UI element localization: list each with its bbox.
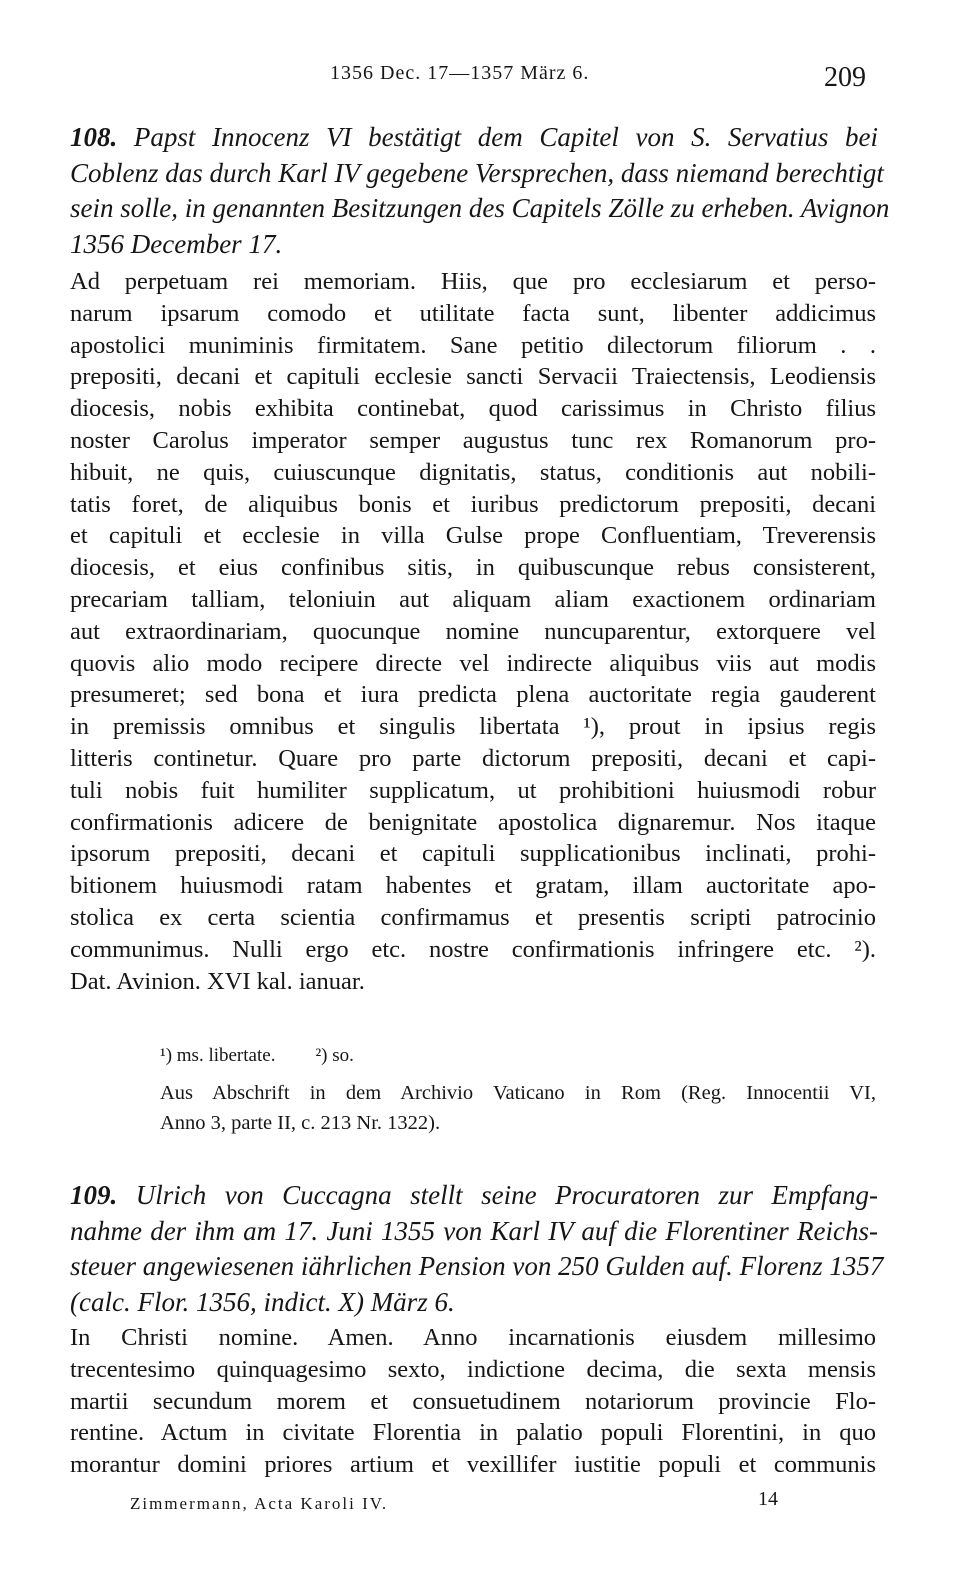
doc108-heading-line: sein solle, in genannten Besitzungen des Capitels Zölle zu erheben. Avignon bbox=[70, 193, 890, 223]
doc109-number: 109. bbox=[70, 1180, 118, 1210]
doc108-apparatus bbox=[160, 1042, 876, 1138]
body-line: bitionem huiusmodi ratam habentes et gratam, illam auctoritate apo- bbox=[70, 872, 876, 900]
body-line: presumeret; sed bona et iura predicta plena auctoritate regia gauderent bbox=[70, 681, 876, 709]
signature-mark: Zimmermann, Acta Karoli IV. bbox=[130, 1494, 389, 1513]
doc108-heading-text: Papst Innocenz VI bestätigt dem Capitel von S. Servatius bei bbox=[133, 122, 879, 152]
footnote: ¹) ms. libertate. bbox=[160, 1045, 276, 1066]
doc109-heading-line: nahme der ihm am 17. Juni 1355 von Karl IV auf die Florentiner Reichs- bbox=[70, 1215, 878, 1246]
body-line: martii secundum morem et consuetudinem notariorum provincie Flo- bbox=[70, 1387, 876, 1415]
doc109-heading-line: steuer angewiesenen iährlichen Pension von 250 Gulden auf. Florenz 1357 bbox=[70, 1251, 884, 1281]
body-line: ipsorum prepositi, decani et capituli supplicationibus inclinati, prohi- bbox=[70, 840, 876, 868]
doc108-heading-line: 1356 December 17. bbox=[70, 228, 283, 259]
body-line: diocesis, et eius confinibus sitis, in quibuscunque rebus consisterent, bbox=[70, 554, 876, 582]
body-line: rentine. Actum in civitate Florentia in palatio populi Florentini, in quo bbox=[70, 1419, 876, 1447]
body-line: litteris continetur. Quare pro parte dictorum prepositi, decani et capi- bbox=[70, 744, 876, 772]
body-line: in premissis omnibus et singulis libertata ¹), prout in ipsius regis bbox=[70, 713, 876, 741]
body-line: tuli nobis fuit humiliter supplicatum, ut prohibitioni huiusmodi robur bbox=[70, 776, 876, 804]
body-line: precariam talliam, teloniuin aut aliquam aliam exactionem ordinariam bbox=[70, 585, 876, 613]
doc108-heading bbox=[70, 120, 890, 262]
body-line: et capituli et ecclesie in villa Gulse prope Confluentiam, Treverensis bbox=[70, 522, 876, 550]
running-head: 1356 Dec. 17—1357 März 6. bbox=[330, 62, 590, 84]
doc109-heading-line bbox=[70, 1178, 878, 1214]
source-note-line: Anno 3, parte II, c. 213 Nr. 1322). bbox=[160, 1112, 441, 1134]
body-line: In Christi nomine. Amen. Anno incarnationis eiusdem millesimo bbox=[70, 1324, 876, 1351]
body-line: stolica ex certa scientia confirmamus et presentis scripti patrocinio bbox=[70, 903, 876, 931]
page-number: 209 bbox=[824, 62, 866, 93]
body-line: morantur domini priores artium et vexillifer iustitie populi et communis bbox=[70, 1451, 876, 1479]
body-line: apostolici muniminis firmitatem. Sane petitio dilectorum filiorum . . bbox=[70, 331, 876, 359]
doc108-body bbox=[70, 266, 876, 997]
doc108-heading-line: Coblenz das durch Karl IV gegebene Versprechen, dass niemand berechtigt bbox=[70, 157, 884, 188]
body-line: Dat. Avinion. XVI kal. ianuar. bbox=[70, 967, 365, 995]
footnotes bbox=[160, 1042, 876, 1070]
body-line: diocesis, nobis exhibita continebat, quod carissimus in Christo filius bbox=[70, 395, 876, 423]
doc109-heading bbox=[70, 1178, 890, 1320]
doc108-number: 108. bbox=[70, 122, 118, 152]
body-line: confirmationis adicere de benignitate apostolica dignaremur. Nos itaque bbox=[70, 808, 876, 836]
body-line: quovis alio modo recipere directe vel indirecte aliquibus viis aut modis bbox=[70, 649, 876, 677]
body-line: hibuit, ne quis, cuiuscunque dignitatis, status, conditionis aut nobili- bbox=[70, 458, 876, 486]
doc108-heading-line bbox=[70, 120, 878, 156]
body-line: narum ipsarum comodo et utilitate facta sunt, libenter addicimus bbox=[70, 299, 876, 327]
footnote: ²) so. bbox=[315, 1045, 354, 1066]
body-line: communimus. Nulli ergo etc. nostre confirmationis infringere etc. ²). bbox=[70, 935, 876, 963]
body-line: tatis foret, de aliquibus bonis et iuribus predictorum prepositi, decani bbox=[70, 490, 876, 518]
doc109-heading-text: Ulrich von Cuccagna stellt seine Procuratoren zur Empfang- bbox=[135, 1180, 879, 1210]
doc109-body bbox=[70, 1322, 876, 1481]
body-line: prepositi, decani et capituli ecclesie sancti Servacii Traiectensis, Leodiensis bbox=[70, 363, 876, 391]
signature-number: 14 bbox=[758, 1488, 778, 1510]
body-line: trecentesimo quinquagesimo sexto, indictione decima, die sexta mensis bbox=[70, 1355, 876, 1383]
body-line: noster Carolus imperator semper augustus tunc rex Romanorum pro- bbox=[70, 426, 876, 454]
body-line: Ad perpetuam rei memoriam. Hiis, que pro ecclesiarum et perso- bbox=[70, 268, 876, 295]
doc109-heading-line: (calc. Flor. 1356, indict. X) März 6. bbox=[70, 1286, 455, 1317]
body-line: aut extraordinariam, quocunque nomine nuncuparentur, extorquere vel bbox=[70, 617, 876, 645]
source-note-line: Aus Abschrift in dem Archivio Vaticano in Rom (Reg. Innocentii VI, bbox=[160, 1082, 876, 1104]
